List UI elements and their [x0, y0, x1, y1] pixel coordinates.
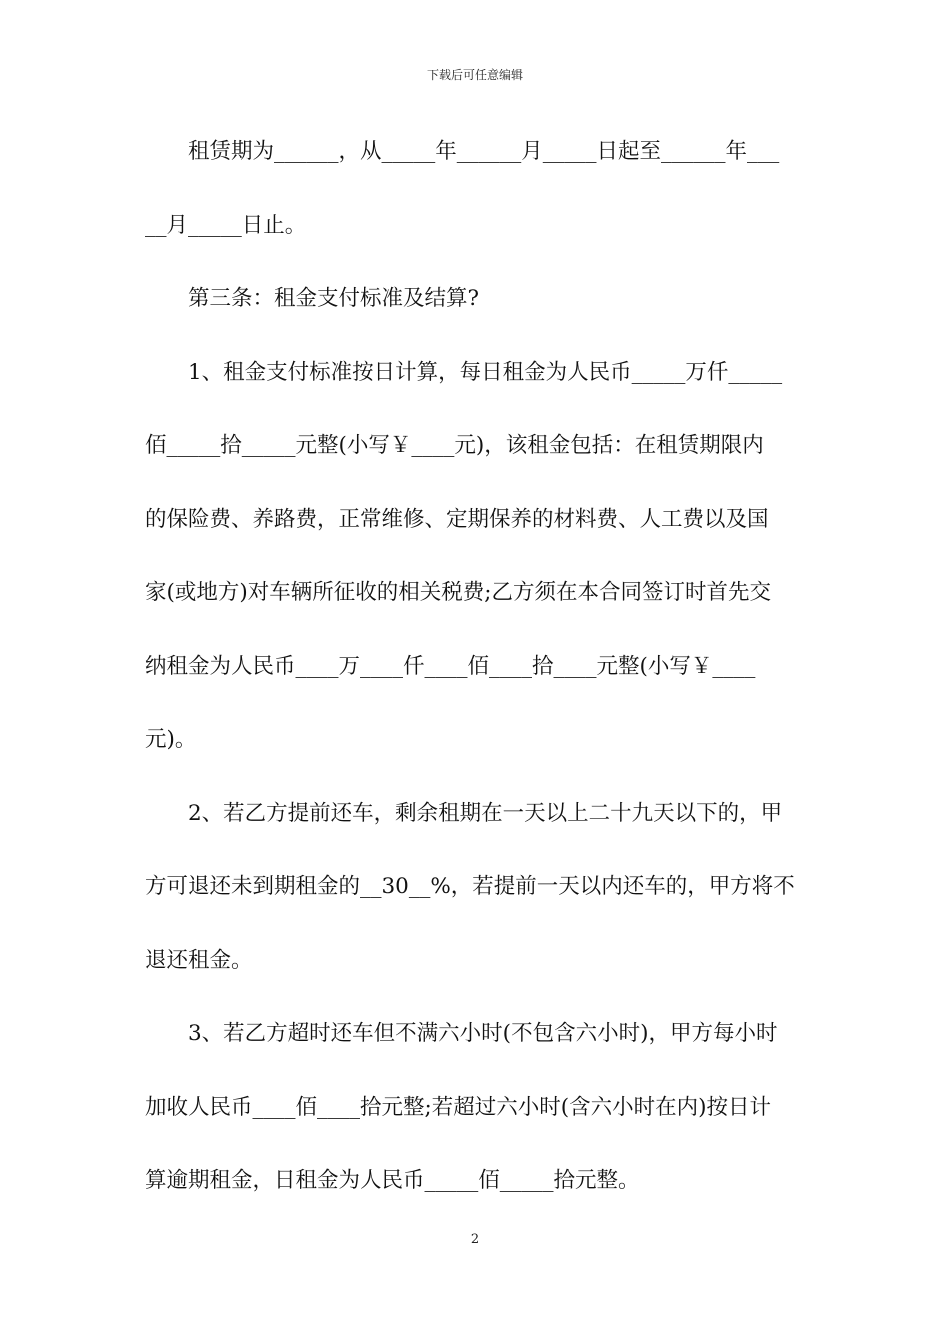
text-line: 租赁期为______，从_____年______月_____日起至______年___: [188, 139, 780, 164]
section-heading: 第三条：租金支付标准及结算?: [188, 286, 480, 311]
text-line: 3、若乙方超时还车但不满六小时(不包含六小时)，甲方每小时: [188, 1021, 778, 1046]
text-line: 家(或地方)对车辆所征收的相关税费;乙方须在本合同签订时首先交: [145, 580, 772, 605]
text-line: 佰_____拾_____元整(小写￥____元)，该租金包括：在租赁期限内: [145, 433, 764, 458]
text-line: 方可退还未到期租金的__30__%，若提前一天以内还车的，甲方将不: [145, 874, 795, 899]
page-number: 2: [470, 1232, 480, 1247]
text-line: 2、若乙方提前还车，剩余租期在一天以上二十九天以下的，甲: [188, 800, 783, 826]
page-header: 下载后可任意编辑: [426, 68, 523, 82]
text-line: __月_____日止。: [145, 212, 307, 238]
document-body: [145, 115, 810, 1218]
text-line: 退还租金。: [145, 947, 253, 973]
text-line: 的保险费、养路费，正常维修、定期保养的材料费、人工费以及国: [145, 506, 769, 532]
text-line: 加收人民币____佰____拾元整;若超过六小时(含六小时在内)按日计: [145, 1094, 772, 1120]
text-line: 纳租金为人民币____万____仟____佰____拾____元整(小写￥____: [145, 653, 756, 679]
text-line: 1、租金支付标准按日计算，每日租金为人民币_____万仟_____: [188, 359, 783, 385]
text-line: 算逾期租金，日租金为人民币_____佰_____拾元整。: [145, 1168, 640, 1193]
text-line: 元)。: [145, 727, 197, 752]
